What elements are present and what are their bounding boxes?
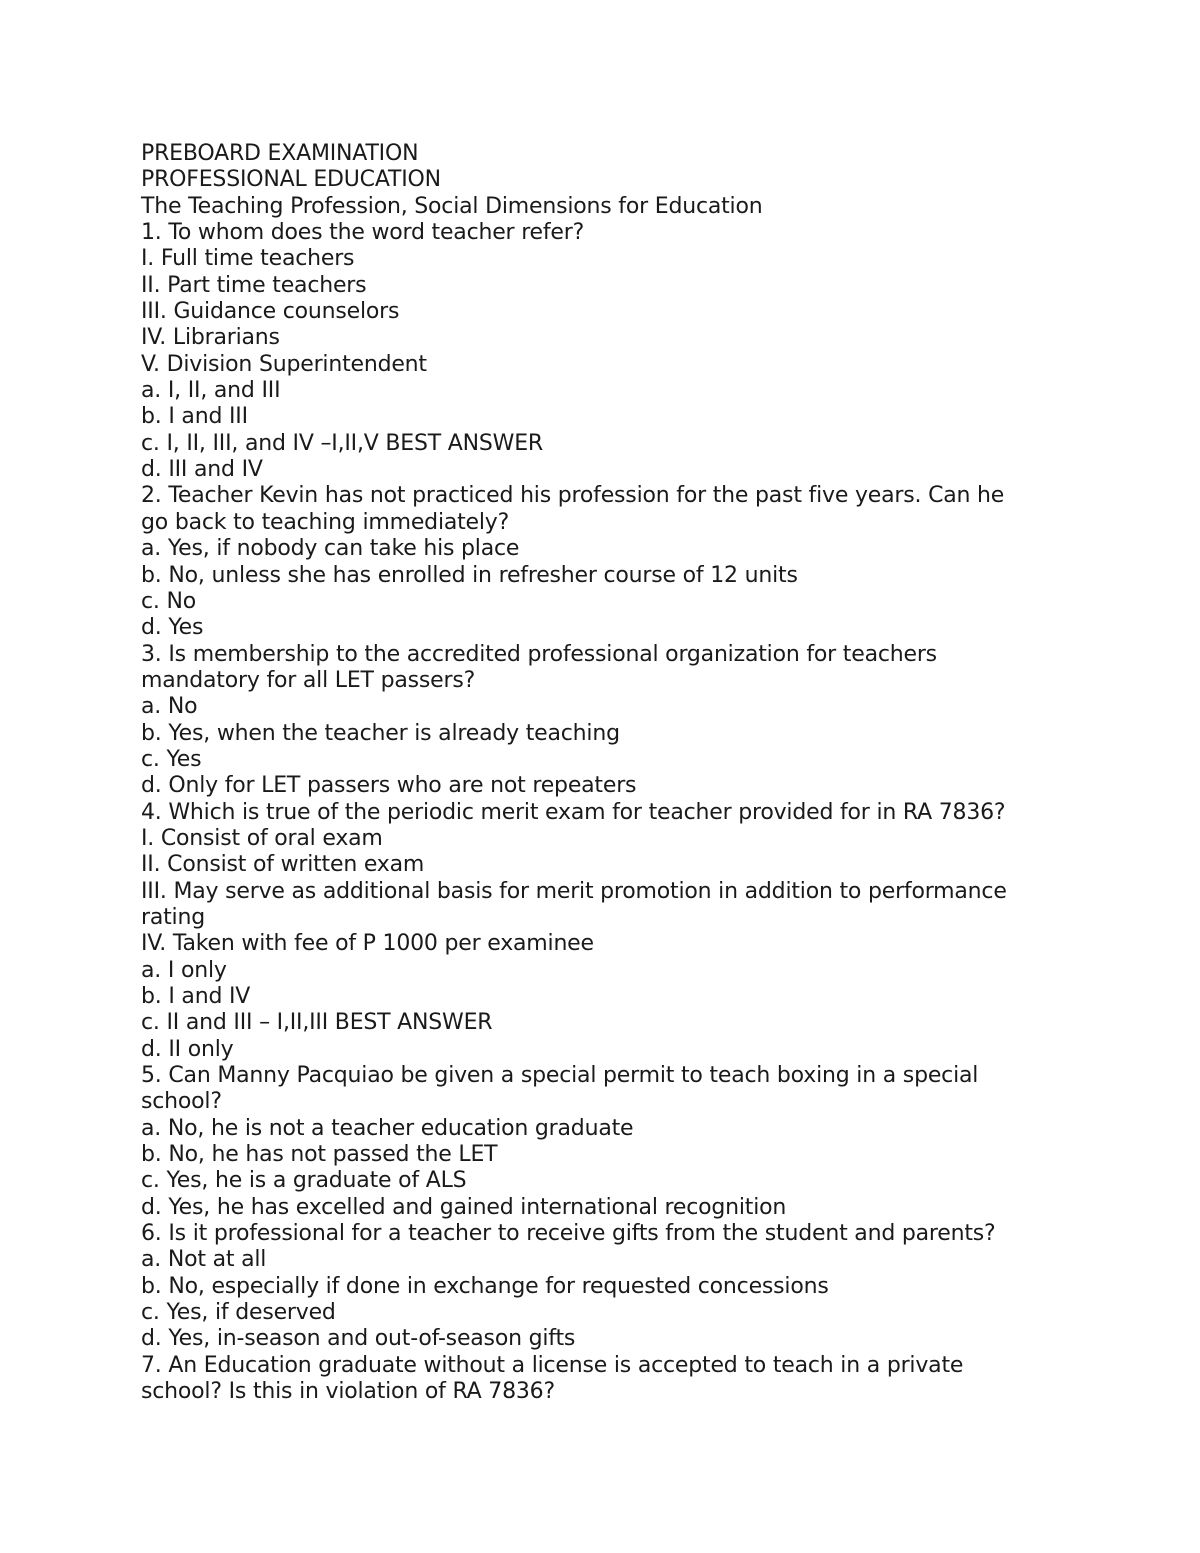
question-6-choice: d. Yes, in-season and out-of-season gifts [141, 1326, 576, 1352]
document-body [141, 141, 1061, 1406]
question-3-choice: a. No [141, 694, 198, 720]
question-2-cont: go back to teaching immediately? [141, 509, 510, 535]
question-5: 5. Can Manny Pacquiao be given a special permit to teach boxing in a special [141, 1063, 979, 1089]
question-1-item: IV. Librarians [141, 325, 280, 351]
question-1: 1. To whom does the word teacher refer? [141, 220, 585, 246]
question-4-item: III. May serve as additional basis for merit promotion in addition to performance [141, 878, 1007, 904]
question-2: 2. Teacher Kevin has not practiced his profession for the past five years. Can he [141, 483, 1005, 509]
question-5-choice: a. No, he is not a teacher education graduate [141, 1115, 634, 1141]
question-4-item: II. Consist of written exam [141, 852, 425, 878]
question-1-choice: c. I, II, III, and IV –I,II,V BEST ANSWER [141, 430, 543, 456]
question-4-choice: b. I and IV [141, 984, 251, 1009]
exam-topics: The Teaching Profession, Social Dimensions for Education [141, 193, 763, 219]
question-1-item: III. Guidance counselors [141, 299, 400, 325]
question-1-item: I. Full time teachers [141, 246, 355, 272]
question-4-choice: c. II and III – I,II,III BEST ANSWER [141, 1010, 493, 1036]
question-1-choice: b. I and III [141, 404, 248, 430]
question-3: 3. Is membership to the accredited professional organization for teachers [141, 641, 937, 667]
question-1-choice: a. I, II, and III [141, 378, 281, 404]
question-5-cont: school? [141, 1089, 222, 1115]
question-2-choice: a. Yes, if nobody can take his place [141, 536, 520, 562]
question-4-item-cont: rating [141, 904, 205, 930]
question-3-choice: d. Only for LET passers who are not repeaters [141, 773, 637, 799]
question-2-choice: c. No [141, 588, 196, 614]
question-4: 4. Which is true of the periodic merit exam for teacher provided for in RA 7836? [141, 799, 1006, 825]
question-4-choice: a. I only [141, 957, 227, 983]
question-1-item: II. Part time teachers [141, 272, 367, 298]
question-2-choice: b. No, unless she has enrolled in refresher course of 12 units [141, 562, 798, 588]
question-4-choice: d. II only [141, 1036, 234, 1062]
question-5-choice: b. No, he has not passed the LET [141, 1142, 498, 1168]
exam-title: PREBOARD EXAMINATION [141, 141, 419, 166]
question-5-choice: c. Yes, he is a graduate of ALS [141, 1168, 467, 1194]
question-6: 6. Is it professional for a teacher to receive gifts from the student and parents? [141, 1221, 996, 1247]
question-3-cont: mandatory for all LET passers? [141, 667, 476, 693]
question-1-choice: d. III and IV [141, 457, 263, 483]
question-6-choice: b. No, especially if done in exchange for requested concessions [141, 1273, 829, 1299]
question-2-choice: d. Yes [141, 615, 204, 641]
question-5-choice: d. Yes, he has excelled and gained international recognition [141, 1194, 787, 1220]
question-4-item: IV. Taken with fee of P 1000 per examinee [141, 931, 594, 957]
question-3-choice: b. Yes, when the teacher is already teaching [141, 720, 620, 746]
question-3-choice: c. Yes [141, 746, 202, 772]
question-4-item: I. Consist of oral exam [141, 825, 383, 851]
question-1-item: V. Division Superintendent [141, 351, 427, 377]
question-6-choice: a. Not at all [141, 1247, 267, 1273]
question-6-choice: c. Yes, if deserved [141, 1300, 336, 1326]
exam-subject: PROFESSIONAL EDUCATION [141, 167, 441, 193]
question-7: 7. An Education graduate without a license is accepted to teach in a private [141, 1352, 964, 1378]
question-7-cont: school? Is this in violation of RA 7836? [141, 1379, 555, 1405]
